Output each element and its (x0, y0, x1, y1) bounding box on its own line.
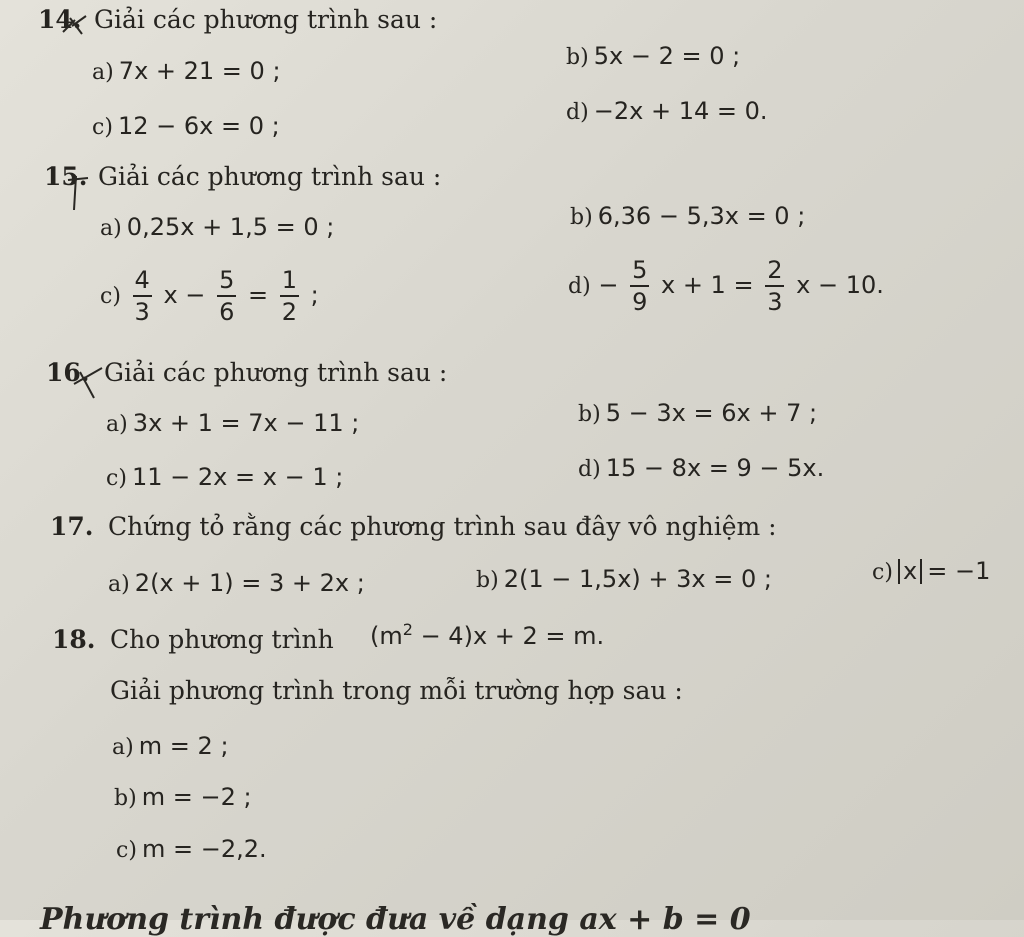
ex15-d-term: x + 1 = (660, 271, 754, 299)
tick-mark-icon (62, 166, 92, 214)
ex14-d-label: d) (566, 100, 589, 125)
fraction-numerator: 2 (765, 258, 784, 287)
ex18-intro: Cho phương trình (110, 625, 334, 654)
ex15-d-end: x − 10. (796, 271, 884, 299)
ex16-b-equation: 5 − 3x = 6x + 7 ; (605, 399, 818, 427)
tick-mark-icon (60, 12, 90, 38)
ex17-a (108, 569, 365, 597)
ex15-c-end: ; (310, 281, 319, 309)
ex15-b-label: b) (570, 205, 593, 230)
ex17-a-label: a) (108, 572, 130, 597)
fraction-numerator: 5 (630, 258, 649, 287)
ex14-d-equation: −2x + 14 = 0. (593, 97, 768, 125)
tick-mark-icon (72, 362, 104, 402)
ex18-number: 18. (52, 625, 96, 654)
fraction-denominator: 9 (632, 288, 648, 316)
ex15-d-label: d) (568, 274, 591, 299)
ex14-a-label: a) (92, 60, 114, 85)
ex16-b-label: b) (578, 402, 601, 427)
ex18-equation-exponent: 2 (402, 620, 413, 639)
ex17-b-equation: 2(1 − 1,5x) + 3x = 0 ; (503, 565, 772, 593)
ex15-c-label: c) (100, 284, 121, 309)
fraction-numerator: 5 (217, 268, 236, 297)
ex14-a (92, 57, 281, 85)
ex15-a-label: a) (100, 216, 122, 241)
ex17-number: 17. (50, 512, 94, 541)
ex15-number: 15. (44, 162, 88, 191)
ex15-a-equation: 0,25x + 1,5 = 0 ; (126, 213, 335, 241)
ex17-a-equation: 2(x + 1) = 3 + 2x ; (134, 569, 365, 597)
ex16-c-label: c) (106, 466, 127, 491)
ex14-title: Giải các phương trình sau : (94, 5, 438, 34)
fraction (765, 258, 784, 314)
ex17-b (476, 565, 772, 593)
ex17-c (872, 557, 990, 585)
ex18-c (116, 835, 267, 863)
ex16-b (578, 399, 817, 427)
ex15-a (100, 213, 334, 241)
ex18-c-label: c) (116, 838, 137, 863)
fraction-numerator: 1 (280, 268, 299, 297)
ex18-equation-start: (m (370, 622, 403, 650)
ex18-b-label: b) (114, 786, 137, 811)
ex15-c-term: x − (163, 281, 206, 309)
fraction (217, 268, 236, 324)
ex15-b (570, 202, 805, 230)
bottom-cutoff-text: Phương trình được đưa về dạng ax + b = 0 (40, 902, 751, 937)
ex18-b-equation: m = −2 ; (141, 783, 252, 811)
ex16-a (106, 409, 359, 437)
ex16-number: 16. (46, 358, 90, 387)
ex15-title: Giải các phương trình sau : (98, 162, 442, 191)
ex15-b-equation: 6,36 − 5,3x = 0 ; (597, 202, 806, 230)
ex15-d (568, 258, 884, 314)
fraction-denominator: 6 (219, 298, 235, 326)
ex15-c-equals: = (247, 281, 269, 309)
ex17-c-rhs: = −1 (927, 557, 991, 585)
ex16-d-label: d) (578, 457, 601, 482)
ex18-a (112, 732, 229, 760)
ex15-d-sign: − (598, 271, 619, 299)
fraction-denominator: 3 (767, 288, 783, 316)
ex18-a-equation: m = 2 ; (138, 732, 229, 760)
ex16-c-equation: 11 − 2x = x − 1 ; (132, 463, 344, 491)
ex18-c-equation: m = −2,2. (142, 835, 267, 863)
ex14-c-label: c) (92, 115, 113, 140)
fraction (133, 268, 152, 324)
ex17-b-label: b) (476, 568, 499, 593)
ex14-c-equation: 12 − 6x = 0 ; (118, 112, 280, 140)
ex16-d (578, 454, 824, 482)
ex14-c (92, 112, 280, 140)
ex14-b-label: b) (566, 45, 589, 70)
ex18-equation (370, 620, 604, 650)
fraction-denominator: 3 (134, 298, 150, 326)
ex18-a-label: a) (112, 735, 134, 760)
ex14-number: 14. (38, 5, 82, 34)
ex18-subtitle: Giải phương trình trong mỗi trường hợp sau : (110, 676, 683, 705)
fraction-numerator: 4 (133, 268, 152, 297)
ex14-a-equation: 7x + 21 = 0 ; (118, 57, 281, 85)
ex14-b-equation: 5x − 2 = 0 ; (593, 42, 741, 70)
ex14-d (566, 97, 768, 125)
ex16-c (106, 463, 343, 491)
ex17-title: Chứng tỏ rằng các phương trình sau đây vô nghiệm : (108, 512, 777, 541)
ex18-b (114, 783, 252, 811)
ex16-title: Giải các phương trình sau : (104, 358, 448, 387)
ex16-d-equation: 15 − 8x = 9 − 5x. (605, 454, 825, 482)
ex17-c-absolute-value: x (898, 559, 922, 584)
fraction (630, 258, 649, 314)
ex14-b (566, 42, 740, 70)
ex15-c (100, 268, 319, 324)
fraction-denominator: 2 (281, 298, 298, 326)
ex16-a-equation: 3x + 1 = 7x − 11 ; (132, 409, 360, 437)
ex18-equation-end: − 4)x + 2 = m. (412, 622, 605, 650)
ex17-c-label: c) (872, 560, 893, 585)
ex16-a-label: a) (106, 412, 128, 437)
fraction (280, 268, 299, 324)
